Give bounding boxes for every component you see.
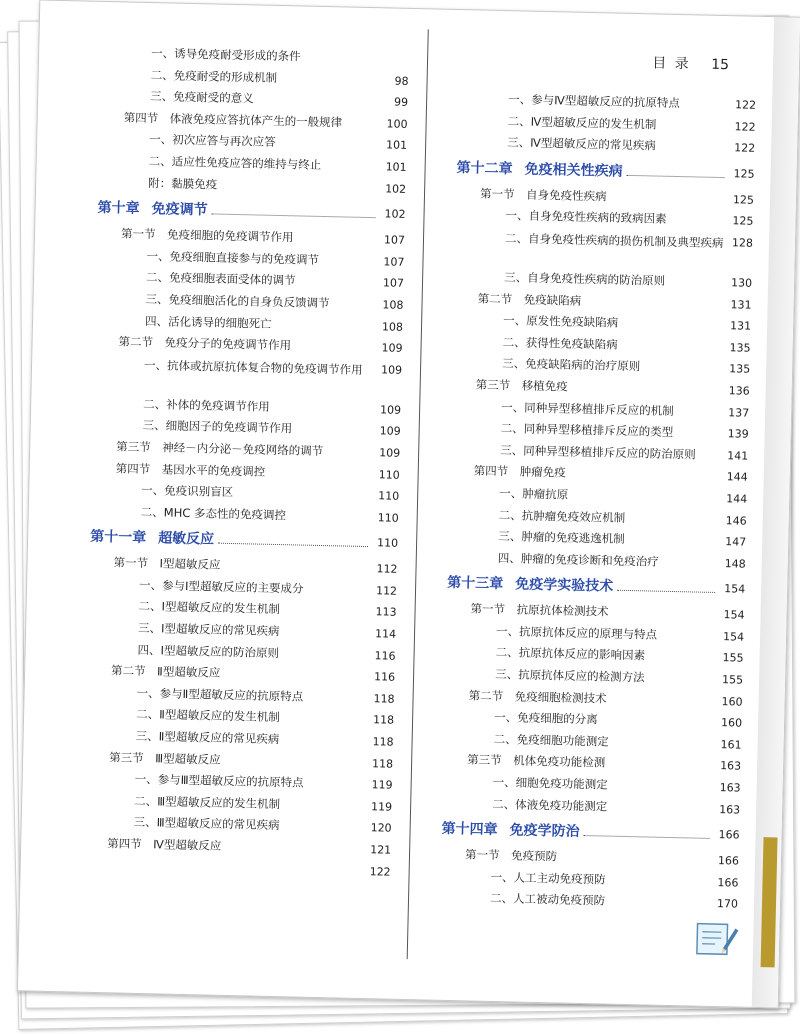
entry-page-number: 125 bbox=[732, 214, 754, 229]
entry-page-number: 107 bbox=[382, 276, 405, 291]
entry-title: 二、免疫耐受的形成机制 bbox=[150, 67, 278, 85]
entry-title: 一、自身免疫性疾病的致病因素 bbox=[505, 208, 667, 227]
leader-dots bbox=[218, 543, 368, 547]
leader-dots bbox=[212, 214, 376, 219]
chapter-title: 免疫调节 bbox=[151, 201, 208, 219]
entry-title: 一、免疫细胞直接参与的免疫调节 bbox=[146, 248, 320, 267]
entry-title: 附：黏膜免疫 bbox=[148, 175, 218, 192]
entry-title: 二、Ⅰ型超敏反应的发生机制 bbox=[138, 599, 281, 617]
entry-title: 一、参与Ⅲ型超敏反应的抗原特点 bbox=[134, 772, 304, 790]
chapter-title: 免疫相关性疾病 bbox=[524, 161, 623, 180]
entry-title: 一、免疫识别盲区 bbox=[141, 483, 234, 500]
entry-page-number: 163 bbox=[719, 781, 741, 795]
entry-page-number: 122 bbox=[369, 864, 391, 879]
entry-page-number: 141 bbox=[727, 448, 749, 463]
entry-title: 三、同种异型移植排斥反应的防治原则 bbox=[500, 442, 696, 462]
entry-page-number: 116 bbox=[374, 648, 396, 663]
entry-page-number: 166 bbox=[717, 875, 739, 890]
leader-dots bbox=[617, 590, 715, 593]
entry-title: 一、参与Ⅰ型超敏反应的主要成分 bbox=[138, 577, 304, 596]
entry-title: 二、体液免疫功能测定 bbox=[492, 796, 608, 814]
entry-page-number: 160 bbox=[721, 694, 743, 709]
entry-page-number: 125 bbox=[732, 193, 755, 207]
entry-title: 三、免疫耐受的意义 bbox=[150, 89, 254, 106]
entry-page-number: 102 bbox=[385, 181, 407, 196]
entry-title: 第一节 抗原抗体检测技术 bbox=[470, 601, 609, 619]
entry-title: 二、MHC 多态性的免疫调控 bbox=[140, 504, 287, 522]
entry-title: 四、Ⅰ型超敏反应的防治原则 bbox=[137, 642, 280, 660]
entry-title: 一、人工主动免疫预防 bbox=[490, 869, 606, 887]
toc-page bbox=[17, 0, 800, 1009]
entry-page-number: 139 bbox=[727, 427, 749, 441]
chapter-number: 第十三章 bbox=[447, 575, 504, 593]
entry-page-number: 118 bbox=[373, 692, 395, 706]
entry-page-number: 109 bbox=[380, 363, 403, 377]
entry-page-number: 114 bbox=[374, 627, 397, 641]
entry-title: 二、抗原抗体反应的影响因素 bbox=[495, 645, 646, 663]
entry-page-number: 118 bbox=[371, 756, 394, 771]
entry-title: 一、细胞免疫功能测定 bbox=[492, 775, 608, 792]
entry-title: 第三节 机体免疫功能检测 bbox=[467, 752, 606, 770]
entry-page-number: 166 bbox=[718, 828, 740, 842]
entry-page-number: 154 bbox=[723, 608, 745, 622]
entry-title: 一、原发性免疫缺陷病 bbox=[503, 313, 619, 330]
entry-page-number: 118 bbox=[372, 735, 394, 749]
entry-title: 一、同种异型移植排斥反应的机制 bbox=[501, 399, 674, 418]
entry-title: 第一节 免疫细胞的免疫调节作用 bbox=[120, 226, 294, 245]
chapter-number: 第十四章 bbox=[441, 821, 498, 839]
entry-page-number: 110 bbox=[377, 510, 399, 525]
entry-page-number: 109 bbox=[379, 424, 401, 439]
entry-page-number: 122 bbox=[734, 119, 756, 134]
entry-page-number: 131 bbox=[729, 319, 752, 333]
entry-page-number: 98 bbox=[394, 74, 409, 88]
entry-title: 第二节 免疫分子的免疫调节作用 bbox=[118, 334, 292, 353]
entry-title: 第三节 Ⅲ型超敏反应 bbox=[109, 749, 221, 767]
entry-page-number: 125 bbox=[733, 167, 755, 181]
entry-page-number: 112 bbox=[375, 584, 398, 598]
entry-page-number: 113 bbox=[375, 605, 397, 620]
entry-title: 一、参与Ⅱ型超敏反应的抗原特点 bbox=[136, 685, 304, 704]
entry-title: 二、适应性免疫应答的维持与终止 bbox=[148, 153, 322, 172]
spine-gold-band bbox=[761, 837, 778, 967]
entry-title: 二、Ⅳ型超敏反应的发生机制 bbox=[507, 113, 657, 132]
entry-title: 第一节 免疫预防 bbox=[464, 847, 558, 864]
entry-page-number: 121 bbox=[369, 843, 392, 857]
entry-title: 二、同种异型移植排斥反应的类型 bbox=[500, 421, 674, 440]
entry-page-number: 130 bbox=[730, 276, 753, 290]
entry-page-number: 144 bbox=[726, 470, 748, 484]
entry-title: 三、Ⅳ型超敏反应的常见疾病 bbox=[507, 135, 656, 153]
entry-page-number: 161 bbox=[720, 737, 742, 752]
chapter-title: 免疫学实验技术 bbox=[515, 576, 614, 595]
entry-title: 二、获得性免疫缺陷病 bbox=[502, 334, 618, 352]
entry-title: 第四节 肿瘤免疫 bbox=[473, 463, 566, 480]
toc-left-column bbox=[60, 41, 409, 882]
chapter-number: 第十二章 bbox=[456, 159, 513, 178]
entry-title: 第二节 免疫细胞检测技术 bbox=[468, 688, 607, 706]
entry-page-number: 118 bbox=[372, 713, 395, 728]
entry-title: 三、免疫细胞活化的自身负反馈调节 bbox=[145, 291, 330, 311]
page-header bbox=[652, 52, 729, 74]
entry-title: 一、抗原抗体反应的原理与特点 bbox=[495, 623, 658, 642]
entry-title: 二、Ⅲ型超敏反应的发生机制 bbox=[134, 793, 281, 811]
entry-title: 二、补体的免疫调节作用 bbox=[143, 396, 270, 414]
entry-page-number: 137 bbox=[728, 405, 750, 420]
entry-page-number: 120 bbox=[370, 821, 392, 836]
entry-page-number: 154 bbox=[724, 582, 746, 596]
entry-page-number: 107 bbox=[383, 233, 406, 247]
entry-page-number: 135 bbox=[728, 362, 751, 377]
entry-page-number: 122 bbox=[734, 98, 757, 112]
entry-title: 二、免疫细胞功能测定 bbox=[493, 731, 609, 749]
entry-title: 三、免疫缺陷病的治疗原则 bbox=[502, 356, 641, 374]
entry-title: 一、初次应答与再次应答 bbox=[149, 132, 276, 150]
entry-page-number: 163 bbox=[719, 759, 742, 774]
entry-title: 三、细胞因子的免疫调节作用 bbox=[142, 418, 293, 436]
header-page-number: 15 bbox=[711, 56, 730, 74]
entry-page-number: 109 bbox=[379, 403, 402, 417]
entry-page-number: 119 bbox=[371, 778, 393, 792]
entry-title: 三、Ⅰ型超敏反应的常见疾病 bbox=[137, 620, 280, 639]
entry-title: 第二节 Ⅱ型超敏反应 bbox=[110, 663, 221, 681]
entry-title: 第三节 神经－内分泌－免疫网络的调节 bbox=[116, 439, 324, 458]
entry-page-number: 119 bbox=[370, 800, 393, 814]
entry-title: 第一节 Ⅰ型超敏反应 bbox=[113, 555, 221, 573]
entry-title: 第二节 免疫缺陷病 bbox=[477, 291, 582, 308]
entry-page-number: 155 bbox=[721, 673, 744, 687]
notepad-pencil-icon bbox=[693, 918, 740, 959]
header-title: 目 录 bbox=[652, 55, 691, 73]
entry-page-number: 112 bbox=[376, 562, 398, 577]
entry-title: 第一节 自身免疫性疾病 bbox=[479, 186, 607, 204]
entry-title: 二、免疫细胞表面受体的调节 bbox=[145, 270, 296, 288]
entry-title: 二、Ⅱ型超敏反应的发生机制 bbox=[135, 707, 280, 725]
entry-page-number: 135 bbox=[729, 340, 751, 355]
entry-title: 三、Ⅲ型超敏反应的常见疾病 bbox=[133, 815, 280, 833]
entry-page-number: 110 bbox=[378, 489, 400, 503]
entry-title: 二、抗肿瘤免疫效应机制 bbox=[498, 507, 626, 525]
entry-page-number: 101 bbox=[385, 160, 407, 174]
entry-page-number: 100 bbox=[386, 117, 408, 131]
entry-title: 三、Ⅱ型超敏反应的常见疾病 bbox=[135, 728, 280, 747]
entry-page-number: 110 bbox=[376, 536, 399, 551]
entry-title: 三、肿瘤的免疫逃逸机制 bbox=[498, 529, 625, 546]
entry-page-number: 122 bbox=[734, 141, 756, 155]
chapter-title: 免疫学防治 bbox=[509, 822, 580, 841]
entry-title: 一、诱导免疫耐受形成的条件 bbox=[151, 46, 301, 64]
entry-page-number: 116 bbox=[373, 670, 396, 684]
entry-page-number: 170 bbox=[716, 897, 739, 911]
entry-page-number: 146 bbox=[725, 513, 747, 528]
entry-page-number: 109 bbox=[379, 446, 401, 460]
entry-title: 四、活化诱导的细胞死亡 bbox=[144, 313, 272, 331]
entry-title: 三、自身免疫性疾病的防治原则 bbox=[504, 270, 666, 288]
chapter-number: 第十章 bbox=[97, 200, 140, 217]
entry-title: 第四节 基因水平的免疫调控 bbox=[115, 460, 266, 479]
entry-title: 四、肿瘤的免疫诊断和免疫治疗 bbox=[497, 550, 659, 569]
entry-page-number: 144 bbox=[726, 492, 748, 506]
leader-dots bbox=[627, 175, 725, 178]
entry-title: 第三节 移植免疫 bbox=[475, 377, 568, 394]
entry-page-number: 155 bbox=[722, 651, 744, 666]
entry-page-number: 109 bbox=[381, 341, 403, 355]
chapter-number: 第十一章 bbox=[89, 529, 147, 547]
entry-title: 一、免疫细胞的分离 bbox=[494, 710, 598, 727]
entry-page-number: 136 bbox=[728, 384, 750, 398]
chapter-title: 超敏反应 bbox=[157, 530, 215, 548]
entry-title: 第四节 Ⅳ型超敏反应 bbox=[107, 836, 222, 853]
entry-page-number: 166 bbox=[717, 854, 740, 868]
entry-title: 三、抗原抗体反应的检测方法 bbox=[495, 667, 645, 685]
entry-title: 二、人工被动免疫预防 bbox=[489, 891, 606, 908]
entry-title: 一、抗体或抗原抗体复合物的免疫调节作用 bbox=[143, 357, 363, 377]
entry-page-number: 102 bbox=[384, 207, 406, 222]
entry-title: 一、参与Ⅳ型超敏反应的抗原特点 bbox=[508, 92, 680, 111]
entry-page-number: 99 bbox=[393, 95, 409, 110]
entry-title: 一、肿瘤抗原 bbox=[499, 485, 569, 502]
entry-page-number: 154 bbox=[722, 630, 745, 644]
entry-page-number: 163 bbox=[719, 802, 741, 817]
leader-dots bbox=[584, 835, 710, 839]
entry-page-number: 101 bbox=[385, 138, 408, 153]
entry-page-number: 107 bbox=[383, 255, 405, 269]
entry-page-number: 148 bbox=[724, 556, 746, 571]
entry-page-number: 160 bbox=[720, 716, 743, 730]
entry-page-number: 108 bbox=[381, 319, 404, 334]
entry-title: 二、自身免疫性疾病的损伤机制及典型疾病 bbox=[504, 231, 724, 251]
toc-right-column bbox=[418, 88, 757, 916]
entry-page-number: 110 bbox=[378, 467, 400, 482]
entry-page-number: 131 bbox=[730, 297, 752, 312]
entry-page-number: 108 bbox=[382, 298, 404, 312]
entry-title: 第四节 体液免疫应答抗体产生的一般规律 bbox=[123, 110, 343, 130]
entry-page-number: 128 bbox=[731, 236, 754, 250]
entry-page-number: 147 bbox=[725, 535, 747, 549]
